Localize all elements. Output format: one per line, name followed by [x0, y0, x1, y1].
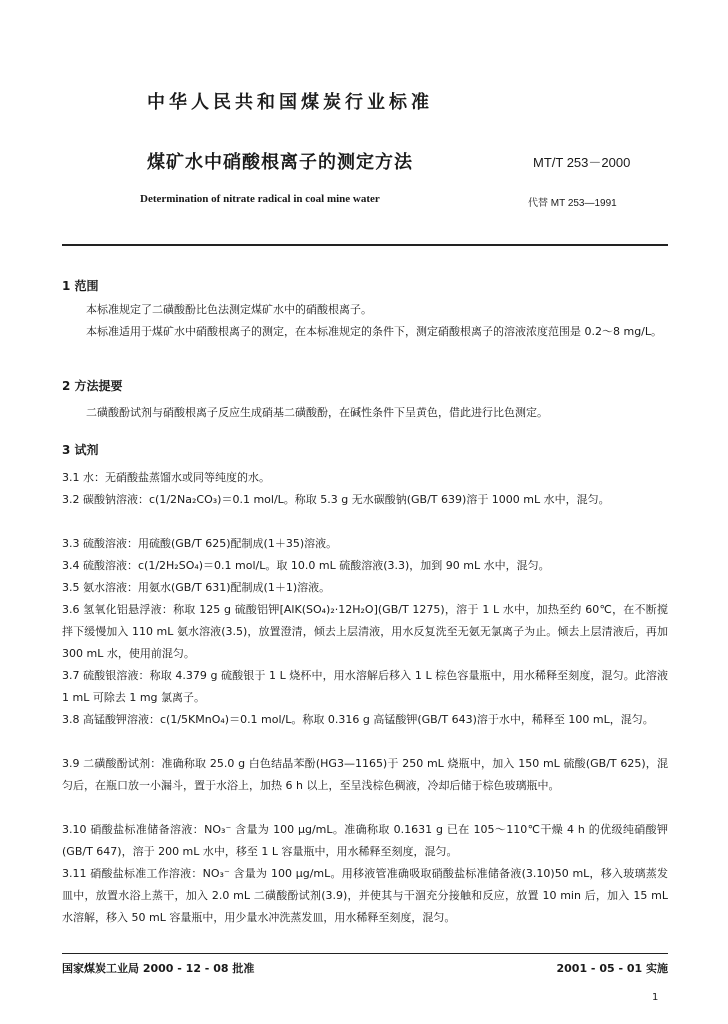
reagent-item: 3.4 硫酸溶液：c(1/2H₂SO₄)＝0.1 mol/L。取 10.0 mL 硫酸溶液(3.3)，加到 90 mL 水中，混匀。	[62, 559, 550, 572]
reagent-item: 3.7 硫酸银溶液：称取 4.379 g 硫酸银于 1 L 烧杯中，用水溶解后移入 1 L 棕色容量瓶中，用水稀释至刻度，混匀。此溶液 1 mL 可除去 1 mg 氯离子。	[62, 669, 668, 704]
reagent-item: 3.8 高锰酸钾溶液：c(1/5KMnO₄)＝0.1 mol/L。称取 0.316 g 高锰酸钾(GB/T 643)溶于水中，稀释至 100 mL，混匀。	[62, 713, 654, 726]
method-paragraph: 二磺酸酚试剂与硝酸根离子反应生成硝基二磺酸酚，在碱性条件下呈黄色，借此进行比色测定。	[86, 406, 548, 419]
issuing-organization: 中华人民共和国煤炭行业标准	[147, 92, 433, 113]
section-heading-method: 2 方法提要	[62, 379, 123, 393]
scope-paragraph-1: 本标准规定了二磺酸酚比色法测定煤矿水中的硝酸根离子。	[86, 303, 372, 316]
document-title-english: Determination of nitrate radical in coal mine water	[140, 193, 380, 205]
reagent-item: 3.11 硝酸盐标准工作溶液：NO₃⁻ 含量为 100 μg/mL。用移液管准确吸取硝酸盐标准储备液(3.10)50 mL，移入玻璃蒸发皿中，放置水浴上蒸干，加入 2.0 mL 二磺酸酚试剂(3.9)，并使其与干涸充分接触和反应，放置 10 min 后，加入 15 mL 水溶解，移入 50 mL 容量瓶中，用少量水冲洗蒸发皿，用水稀释至刻度，混匀。	[62, 867, 668, 924]
reagent-item: 3.9 二磺酸酚试剂：准确称取 25.0 g 白色结晶苯酚(HG3—1165)于 250 mL 烧瓶中，加入 150 mL 硫酸(GB/T 625)，混匀后，在瓶口放一小漏斗，置于水浴上，加热 6 h 以上，至呈浅棕色稠液，冷却后储于棕色玻璃瓶中。	[62, 757, 668, 792]
header-divider	[62, 244, 668, 246]
reagent-item: 3.10 硝酸盐标准储备溶液：NO₃⁻ 含量为 100 μg/mL。准确称取 0.1631 g 已在 105～110℃干燥 4 h 的优级纯硝酸钾(GB/T 647)，溶于 200 mL 水中，移至 1 L 容量瓶中，用水稀释至刻度，混匀。	[62, 823, 668, 858]
reagent-item: 3.2 碳酸钠溶液：c(1/2Na₂CO₃)＝0.1 mol/L。称取 5.3 g 无水碳酸钠(GB/T 639)溶于 1000 mL 水中，混匀。	[62, 493, 610, 506]
footer-divider	[62, 953, 668, 954]
approval-date: 国家煤炭工业局 2000 - 12 - 08 批准	[62, 962, 255, 975]
page-number: 1	[652, 992, 659, 1003]
section-heading-scope: 1 范围	[62, 279, 99, 293]
section-heading-reagents: 3 试剂	[62, 443, 99, 457]
reagent-item: 3.6 氢氧化铝悬浮液：称取 125 g 硫酸铝钾[AlK(SO₄)₂·12H₂O](GB/T 1275)，溶于 1 L 水中，加热至约 60℃，在不断搅拌下缓慢加入 110 mL 氨水溶液(3.5)，放置澄清，倾去上层清液，用水反复洗至无氨无氯离子为止。倾去上层清液后，再加 300 mL 水，使用前混匀。	[62, 603, 668, 660]
reagent-item: 3.1 水：无硝酸盐蒸馏水或同等纯度的水。	[62, 471, 270, 484]
reagent-item: 3.3 硫酸溶液：用硫酸(GB/T 625)配制成(1＋35)溶液。	[62, 537, 338, 550]
reagent-item: 3.5 氨水溶液：用氨水(GB/T 631)配制成(1＋1)溶液。	[62, 581, 331, 594]
document-title-chinese: 煤矿水中硝酸根离子的测定方法	[147, 152, 413, 173]
effective-date: 2001 - 05 - 01 实施	[556, 962, 668, 975]
standard-code: MT/T 253－2000	[533, 155, 631, 170]
scope-paragraph-2: 本标准适用于煤矿水中硝酸根离子的测定，在本标准规定的条件下，测定硝酸根离子的溶液浓度范围是 0.2～8 mg/L。	[86, 325, 663, 338]
replaces-standard: 代替 MT 253—1991	[528, 198, 617, 209]
